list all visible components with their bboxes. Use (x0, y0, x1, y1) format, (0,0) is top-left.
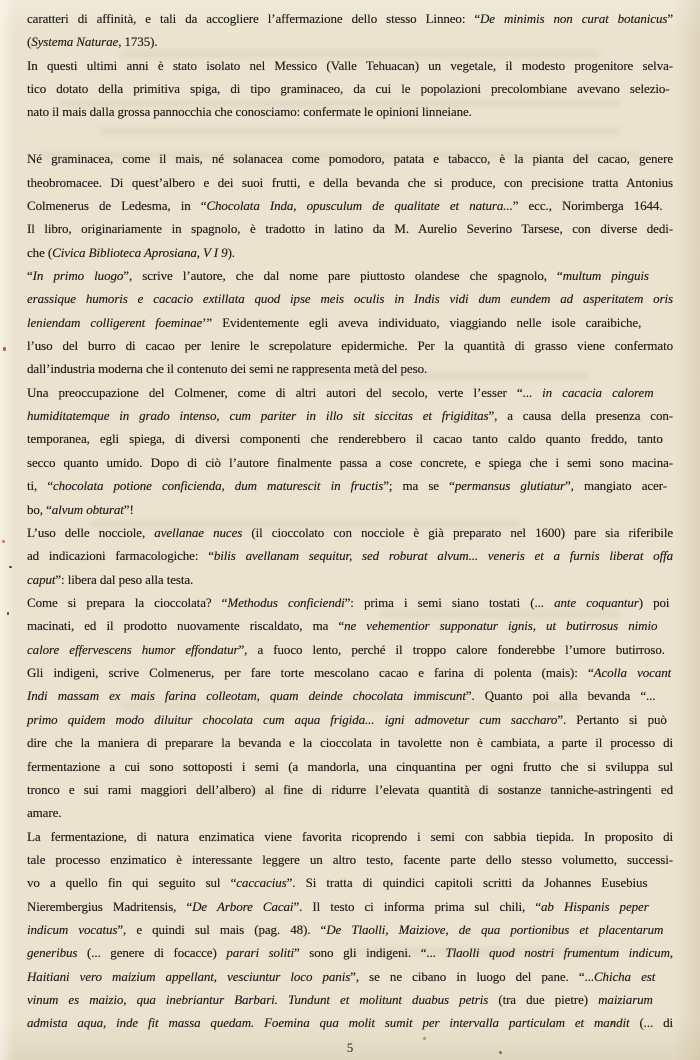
text-line: Né graminacea, come il mais, né solanacea come pomodoro, patata e tabacco, è la pianta del cacao, genere (27, 151, 673, 167)
text-line: temporanea, egli spiega, di diversi componenti che renderebbero il cacao tanto caldo quanto freddo, tanto (27, 431, 663, 447)
text-line: Indi massam ex mais farina colleotam, quam deinde chocolata immiscunt”. Quanto poi alla bevanda “... (27, 688, 656, 704)
text-line: caput”: libera dal peso alla testa. (27, 571, 194, 587)
text-line: Come si prepara la cioccolata? “Methodus conficiendi”: prima i semi siano tostati (... ante coquantur) poi (27, 594, 670, 610)
text-line: Una preoccupazione del Colmener, come di altri autori del secolo, verte l’esser “... in cacacia calorem (27, 384, 654, 400)
text-line: “In primo luogo”, scrive l’autore, che dal nome pare piuttosto olandese che spagnolo, “multum pinguis (27, 267, 649, 283)
text-line: (Systema Naturae, 1735). (27, 34, 158, 50)
text-line: theobromacee. Di quest’albero e dei suoi frutti, e della bevanda che si produce, con precisione tratta Antonius (27, 174, 673, 190)
blank-line (27, 124, 673, 147)
paper-speck (2, 540, 5, 543)
text-line: ti, “chocolata potione conficienda, dum maturescit in fructis”; ma se “permansus glutiatur”, mangiato acer- (27, 478, 667, 494)
text-line: ad indicazioni farmacologiche: “bilis avellanam sequitur, sed roburat alvum... veneris et a furnis liberat offa (27, 548, 673, 564)
text-line: dall’industria moderna che il contenuto dei semi ne rappresenta metà del peso. (27, 361, 428, 377)
text-line: tale processo enzimatico è interessante leggere un altro testo, facente parte dello stesso volumetto, successi- (27, 851, 673, 867)
paper-speck (9, 566, 12, 568)
text-line: vinum es maizio, qua inebriantur Barbari. Tundunt et molitunt duabus petris (tra due pietre) maiziarum (27, 992, 653, 1008)
text-line: primo quidem modo diluitur chocolata cum aqua frigida... igni admovetur cum saccharo”. Pertanto si può (27, 711, 667, 727)
text-line: che (Civica Biblioteca Aprosiana, V I 9). (27, 244, 235, 260)
text-line: admista aqua, inde fit massa quedam. Foemina qua molit sumit per intervalla particulam et mandit (... di (27, 1015, 673, 1031)
text-line: L’uso delle nocciole, avellanae nuces (il cioccolato con nocciole è già preparato nel 1600) pare sia riferibile (27, 524, 674, 540)
text-line: Haitiani vero maizium appellant, vesciuntur loco panis”, se ne cibano in luogo del pane. “...Chicha est (27, 968, 656, 984)
paper-speck (7, 612, 9, 615)
text-line: Il libro, originariamente in spagnolo, è tradotto in latino da M. Aurelio Severino Tarsese, con diverse dedi- (27, 221, 673, 237)
text-line: erassique humoris e cacacio extillata quod ipse meis oculis in Indis vidi dum eundem ad asperitatem oris (27, 291, 673, 307)
text-line: In questi ultimi anni è stato isolato nel Messico (Valle Tehuacan) un vegetale, il modesto progenitore selva- (27, 57, 673, 73)
text-line: tico dotato della primitiva spiga, di tipo graminaceo, da cui le popolazioni precolombiane avevano selezio- (27, 81, 670, 97)
paper-speck (3, 347, 6, 351)
text-line: Gli indigeni, scrive Colmenerus, per fare torte mescolano cacao e farina di polenta (mais): “Acolla vocant (27, 665, 672, 681)
text-line: La fermentazione, di natura enzimatica viene favorita ricoprendo i semi con sabbia tiepida. In proposito di (27, 828, 673, 844)
text-line: fermentazione a cui sono sottoposti i semi (a mandorla, una cinquantina per ogni frutto che si sviluppa sul (27, 758, 673, 774)
text-line: tronco e sui rami maggiori dell’albero) al fine di ridurre l’elevata quantità di sostanze tanniche-astringenti ed (27, 781, 673, 797)
text-line: vo a quello fin qui seguito sul “caccacius”. Si tratta di quindici capitoli scritti da Johannes Eusebius (27, 875, 648, 891)
text-line: Nierembergius Madritensis, “De Arbore Cacai”. Il testo ci informa prima sul chili, “ab Hispanis peper (27, 898, 649, 914)
text-line: leniendam colligerent foeminae’” Evidentemente egli aveva individuato, viaggiando nelle isole caraibiche, (27, 314, 642, 330)
text-line: secco quanto umido. Dopo di ciò l’autore finalmente passa a cose concrete, e spiega che i semi sono macina- (27, 454, 673, 470)
text-line: l’uso del burro di cacao per lenire le screpolature epidermiche. Per la quantità di grasso viene confermato (27, 338, 673, 354)
text-line: generibus (... genere di focacce) parari soliti” sono gli indigeni. “... Tlaolli quod nostri frumentum indicum, (27, 945, 674, 961)
text-line: bo, “alvum obturat”! (27, 501, 134, 517)
text-line: amare. (27, 805, 62, 821)
text-line: calore effervescens humor effondatur”, a fuoco lento, perché il troppo calore fonderebbe l’umore butirroso. (27, 641, 665, 657)
text-line: dire che la maniera di preparare la bevanda e la cioccolata in tavolette non è cambiata, a parte il processo di (27, 735, 673, 751)
page-number: 5 (346, 1040, 354, 1055)
text-line: humiditatemque in grado intenso, cum pariter in illo sit siccitas et frigiditas”, a causa della presenza con- (27, 408, 673, 424)
text-line: nato il mais dalla grossa pannocchia che conosciamo: confermate le opinioni linneiane. (27, 104, 472, 120)
text-block (27, 7, 673, 1035)
text-line: indicum vocatus”, e quindi sul mais (pag. 48). “De Tlaolli, Maiziove, de qua portionibus et placentarum (27, 922, 664, 938)
text-line: Colmenerus de Ledesma, in “Chocolata Inda, opusculum de qualitate et natura...” ecc., Norimberga 1644. (27, 197, 663, 213)
text-line: macinati, ed il prodotto nuovamente riscaldato, ma “ne vehementior supponatur ignis, ut butirrosus nimio (27, 618, 658, 634)
text-line: caratteri di affinità, e tali da accogliere l’affermazione dello stesso Linneo: “De minimis non curat botanicus” (27, 11, 673, 26)
